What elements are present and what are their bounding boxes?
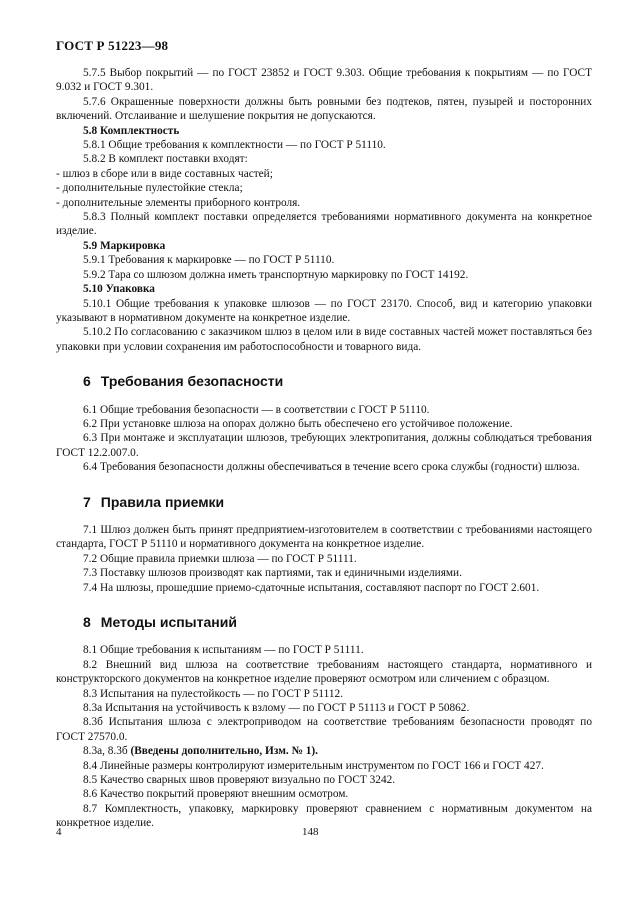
paragraph: 6.2 При установке шлюза на опорах должно быть обеспечено его устойчивое положение. (83, 417, 513, 430)
paragraph: 8.7 Комплектность, упаковку, маркировку проверяют сравнением с нормативным документом на конкретное изделие. (56, 802, 592, 830)
paragraph: 5.9.2 Тара со шлюзом должна иметь транспортную маркировку по ГОСТ 14192. (83, 268, 469, 281)
paragraph-text: 8.3а, 8.3б (83, 745, 131, 758)
paragraph: 5.10.2 По согласованию с заказчиком шлюз в целом или в виде составных частей может поставляться без упаковки при условии сохранения им работоспособности и товарного вида. (56, 326, 592, 353)
section-title: Методы испытаний (100, 614, 237, 630)
paragraph: 7.4 На шлюзы, прошедшие приемо-сдаточные испытания, составляют паспорт по ГОСТ 2.601. (83, 581, 540, 594)
paragraph: 8.4 Линейные размеры контролируют измерительным инструментом по ГОСТ 166 и ГОСТ 427. (83, 759, 544, 772)
paragraph: 5.8.1 Общие требования к комплектности — по ГОСТ Р 51110. (83, 139, 386, 152)
paragraph: 5.7.6 Окрашенные поверхности должны быть ровными без подтеков, пятен, пузырей и посторонних включений. Отслаивание и шелушение покрытия не допускаются. (56, 95, 592, 123)
paragraph: 6.3 При монтаже и эксплуатации шлюзов, требующих электропитания, должны соблюдаться требования ГОСТ 12.2.007.0. (56, 432, 592, 459)
list-item: - шлюз в сборе или в виде составных частей; (56, 167, 273, 180)
document-body (56, 66, 592, 831)
list-item: - дополнительные элементы приборного контроля. (56, 196, 301, 209)
paragraph: 8.3а Испытания на устойчивость к взлому — по ГОСТ Р 51113 и ГОСТ Р 50862. (83, 702, 470, 715)
section-number: 6 (83, 373, 91, 390)
paragraph: 8.3 Испытания на пулестойкость — по ГОСТ Р 51112. (83, 687, 344, 700)
paragraph: 5.8.3 Полный комплект поставки определяется требованиями нормативного документа на конкретное изделие. (56, 211, 592, 238)
paragraph: 8.3б Испытания шлюза с электроприводом на соответствие требованиям безопасности проводят по ГОСТ 27570.0. (56, 716, 592, 743)
paragraph: 5.7.5 Выбор покрытий — по ГОСТ 23852 и ГОСТ 9.303. Общие требования к покрытиям — по ГОСТ 9.032 и ГОСТ 9.301. (56, 67, 592, 94)
subsection-heading: 5.8 Комплектность (83, 124, 180, 137)
list-item: - дополнительные пулестойкие стекла; (56, 182, 243, 195)
subsection-heading: 5.9 Маркировка (83, 239, 166, 252)
paragraph (56, 744, 592, 758)
section-heading (56, 374, 592, 388)
paragraph: 7.1 Шлюз должен быть принят предприятием-изготовителем в соответствии с требованиями настоящего стандарта, ГОСТ Р 51110 и нормативного документа на конкретное изделие. (56, 523, 592, 551)
paragraph: 7.2 Общие правила приемки шлюза — по ГОСТ Р 51111. (83, 552, 357, 565)
section-heading (56, 615, 592, 629)
section-number: 8 (83, 614, 91, 630)
section-title: Требования безопасности (100, 373, 284, 390)
page-number-left: 4 (56, 826, 62, 838)
subsection-heading: 5.10 Упаковка (83, 283, 155, 296)
paragraph: 7.3 Поставку шлюзов производят как партиями, так и единичными изделиями. (83, 567, 462, 580)
paragraph: 6.1 Общие требования безопасности — в соответствии с ГОСТ Р 51110. (83, 403, 430, 416)
paragraph: 5.8.2 В комплект поставки входят: (83, 153, 248, 166)
amendment-note: (Введены дополнительно, Изм. № 1). (130, 745, 318, 758)
paragraph: 8.1 Общие требования к испытаниям — по ГОСТ Р 51111. (83, 644, 364, 657)
paragraph: 5.10.1 Общие требования к упаковке шлюзов — по ГОСТ 23170. Способ, вид и категорию упаковки указывают в нормативном документе на конкретное изделие. (56, 297, 592, 324)
paragraph: 5.9.1 Требования к маркировке — по ГОСТ Р 51110. (83, 254, 335, 267)
paragraph: 8.2 Внешний вид шлюза на соответствие требованиям настоящего стандарта, нормативного и конструкторского документов на конкретное изделие проверяют осмотром или сличением с образцом. (56, 658, 592, 686)
page-number-center: 148 (302, 826, 319, 838)
paragraph: 8.6 Качество покрытий проверяют внешним осмотром. (83, 788, 349, 801)
section-number: 7 (83, 493, 91, 510)
section-heading (56, 495, 592, 509)
paragraph: 6.4 Требования безопасности должны обеспечиваться в течение всего срока службы (годности) шлюза. (83, 461, 580, 474)
paragraph: 8.5 Качество сварных швов проверяют визуально по ГОСТ 3242. (83, 774, 396, 787)
section-title: Правила приемки (100, 493, 225, 510)
document-header: ГОСТ Р 51223—98 (56, 38, 169, 53)
